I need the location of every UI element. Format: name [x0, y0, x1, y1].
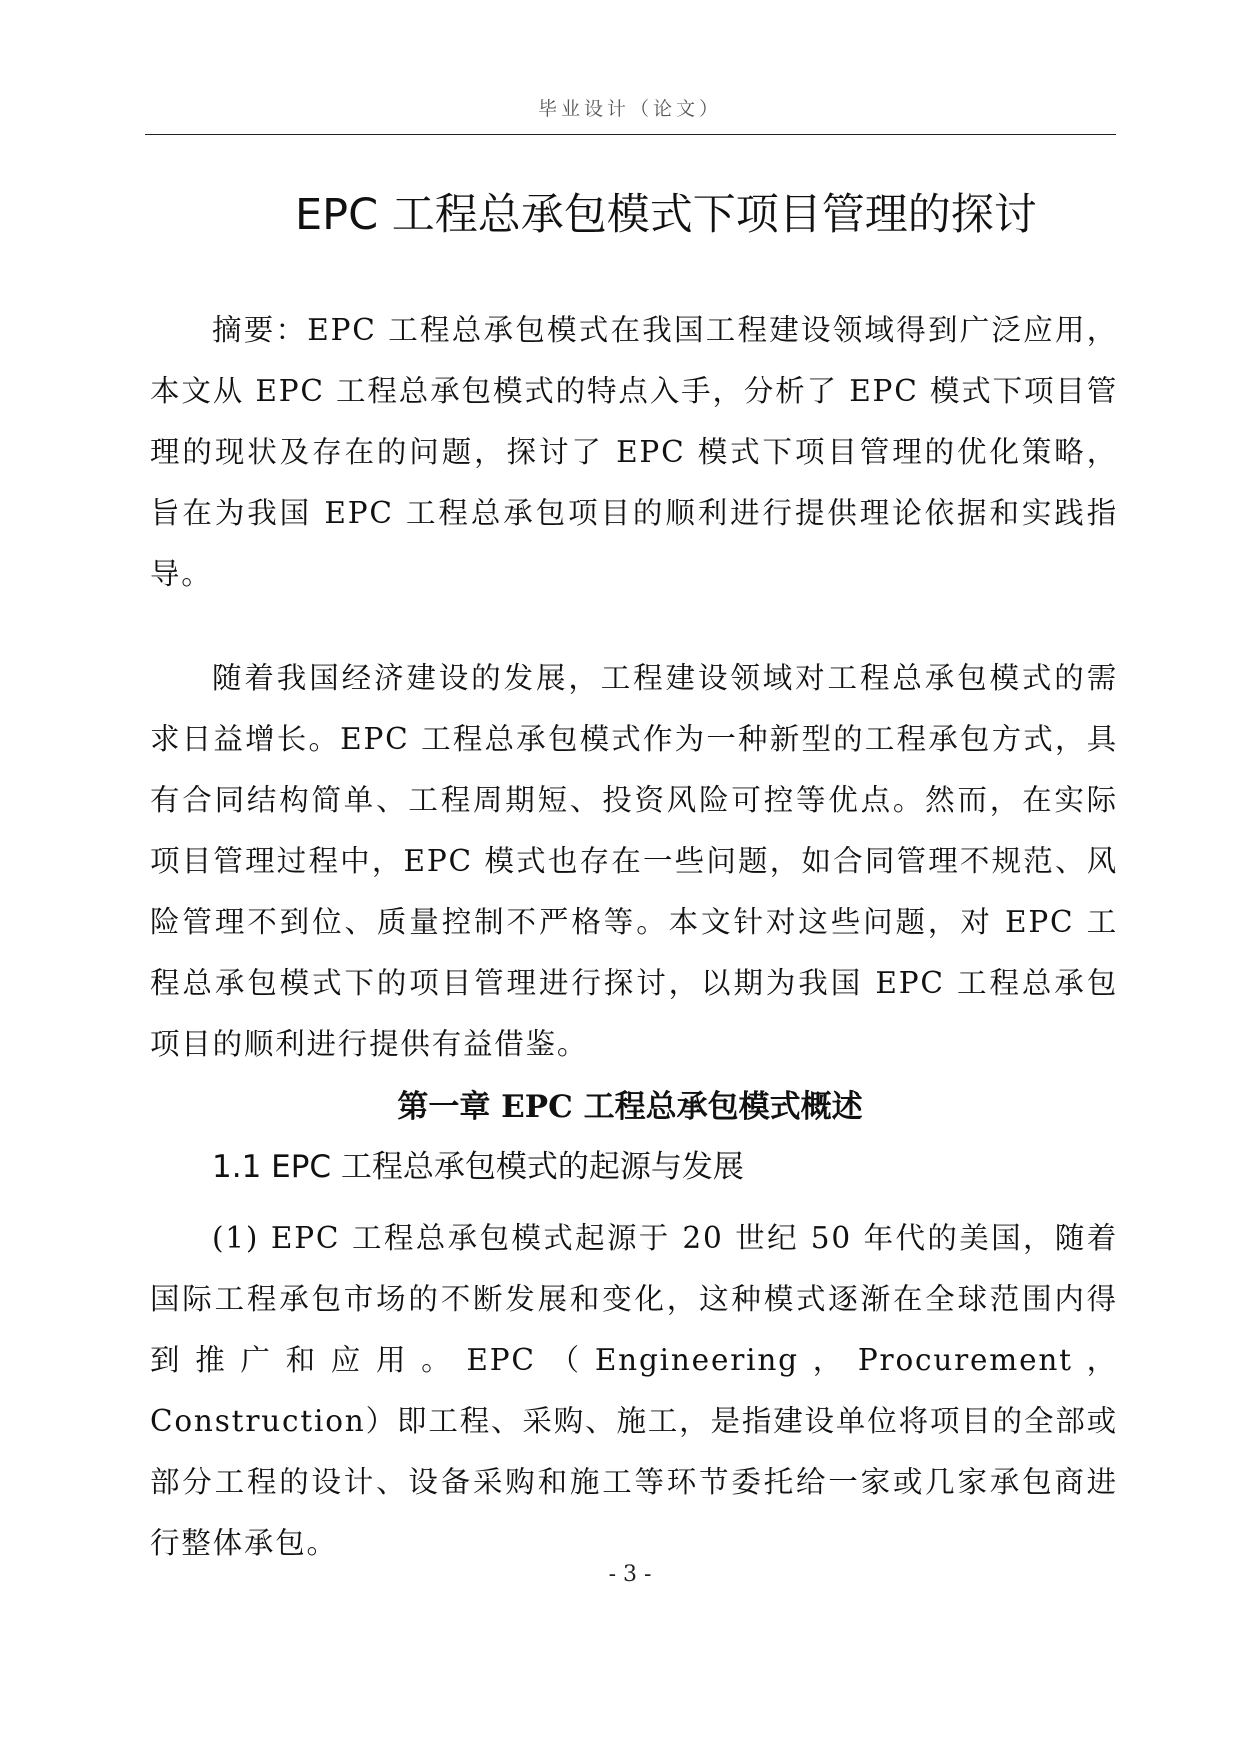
origin-paragraph: (1) EPC 工程总承包模式起源于 20 世纪 50 年代的美国，随着国际工程承包市场的不断发展和变化，这种模式逐渐在全球范围内得到推广和应用。EPC（Engineering，Procurement，Construction）即工程、采购、施工，是指建设单位将项目的全部或部分工程的设计、设备采购和施工等环节委托给一家或几家承包商进行整体承包。	[150, 1221, 1118, 1560]
section-heading: 1.1 EPC 工程总承包模式的起源与发展	[212, 1149, 744, 1185]
abstract-paragraph: 摘要：EPC 工程总承包模式在我国工程建设领域得到广泛应用，本文从 EPC 工程总承包模式的特点入手，分析了 EPC 模式下项目管理的现状及存在的问题，探讨了 EPC 模式下项目管理的优化策略，旨在为我国 EPC 工程总承包项目的顺利进行提供理论依据和实践指导。	[150, 313, 1118, 591]
header-divider	[145, 134, 1116, 135]
intro-paragraph: 随着我国经济建设的发展，工程建设领域对工程总承包模式的需求日益增长。EPC 工程总承包模式作为一种新型的工程承包方式，具有合同结构简单、工程周期短、投资风险可控等优点。然而，在实际项目管理过程中，EPC 模式也存在一些问题，如合同管理不规范、风险管理不到位、质量控制不严格等。本文针对这些问题，对 EPC 工程总承包模式下的项目管理进行探讨，以期为我国 EPC 工程总承包项目的顺利进行提供有益借鉴。	[150, 661, 1118, 1061]
document-title: EPC 工程总承包模式下项目管理的探讨	[295, 190, 1037, 240]
page-header: 毕业设计（论文）	[537, 98, 722, 120]
chapter-heading: 第一章 EPC 工程总承包模式概述	[397, 1089, 863, 1125]
page-number: - 3 -	[608, 1562, 652, 1587]
